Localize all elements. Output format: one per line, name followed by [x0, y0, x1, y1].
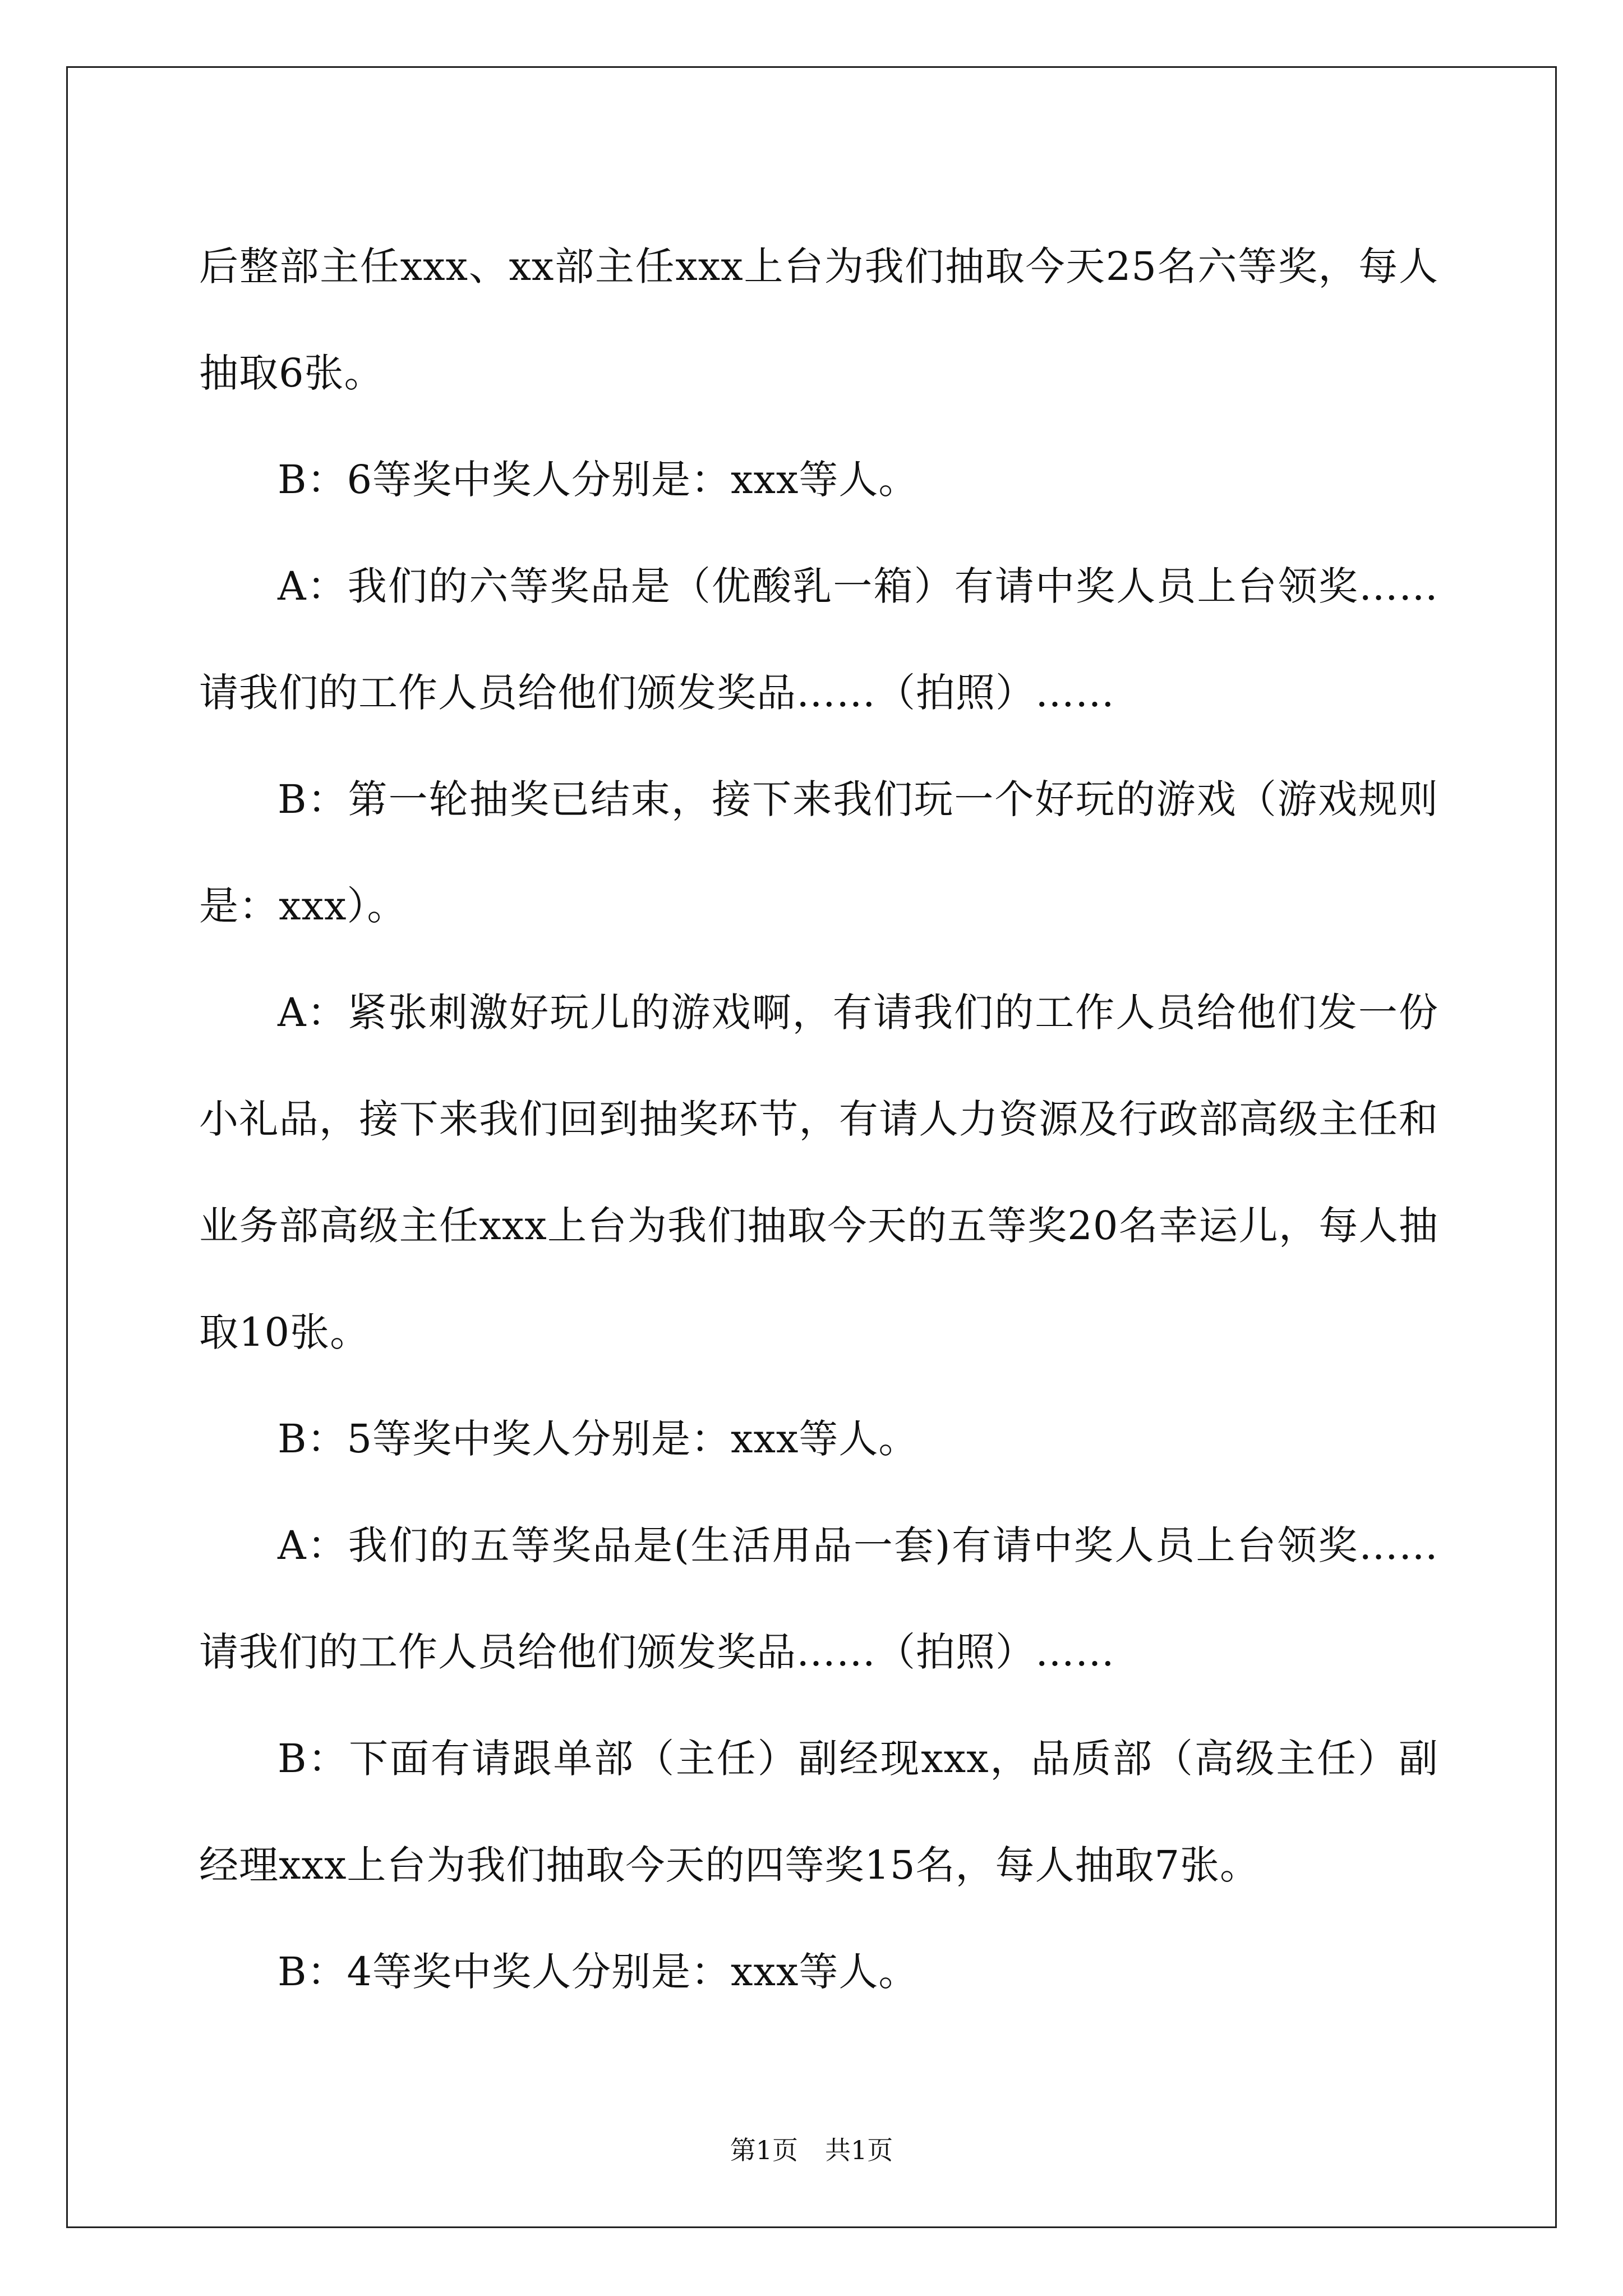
- document-body: [199, 213, 1438, 2025]
- paragraph-3: A：我们的六等奖品是（优酸乳一箱）有请中奖人员上台领奖……请我们的工作人员给他们颁发奖品……（拍照）……: [199, 563, 1438, 716]
- page-number: 第1页: [730, 2135, 798, 2165]
- page-total: 共1页: [825, 2135, 893, 2165]
- paragraph-2: B：6等奖中奖人分别是：xxx等人。: [278, 457, 919, 503]
- paragraph-8: B：下面有请跟单部（主任）副经现xxx，品质部（高级主任）副经理xxx上台为我们抽取今天的四等奖15名，每人抽取7张。: [199, 1736, 1438, 1888]
- paragraph-6: B：5等奖中奖人分别是：xxx等人。: [278, 1416, 919, 1462]
- paragraph-7: A：我们的五等奖品是(生活用品一套)有请中奖人员上台领奖……请我们的工作人员给他们颁发奖品……（拍照）……: [199, 1522, 1438, 1675]
- paragraph-1: 后整部主任xxx、xx部主任xxx上台为我们抽取今天25名六等奖，每人抽取6张。: [199, 243, 1438, 396]
- paragraph-9: B：4等奖中奖人分别是：xxx等人。: [278, 1949, 919, 1995]
- paragraph-5: A：紧张刺激好玩儿的游戏啊，有请我们的工作人员给他们发一份小礼品，接下来我们回到抽奖环节，有请人力资源及行政部高级主任和业务部高级主任xxx上台为我们抽取今天的五等奖20名幸运儿，每人抽取10张。: [199, 990, 1438, 1355]
- page-footer: [0, 2130, 1623, 2167]
- paragraph-4: B：第一轮抽奖已结束，接下来我们玩一个好玩的游戏（游戏规则是：xxx）。: [199, 776, 1438, 929]
